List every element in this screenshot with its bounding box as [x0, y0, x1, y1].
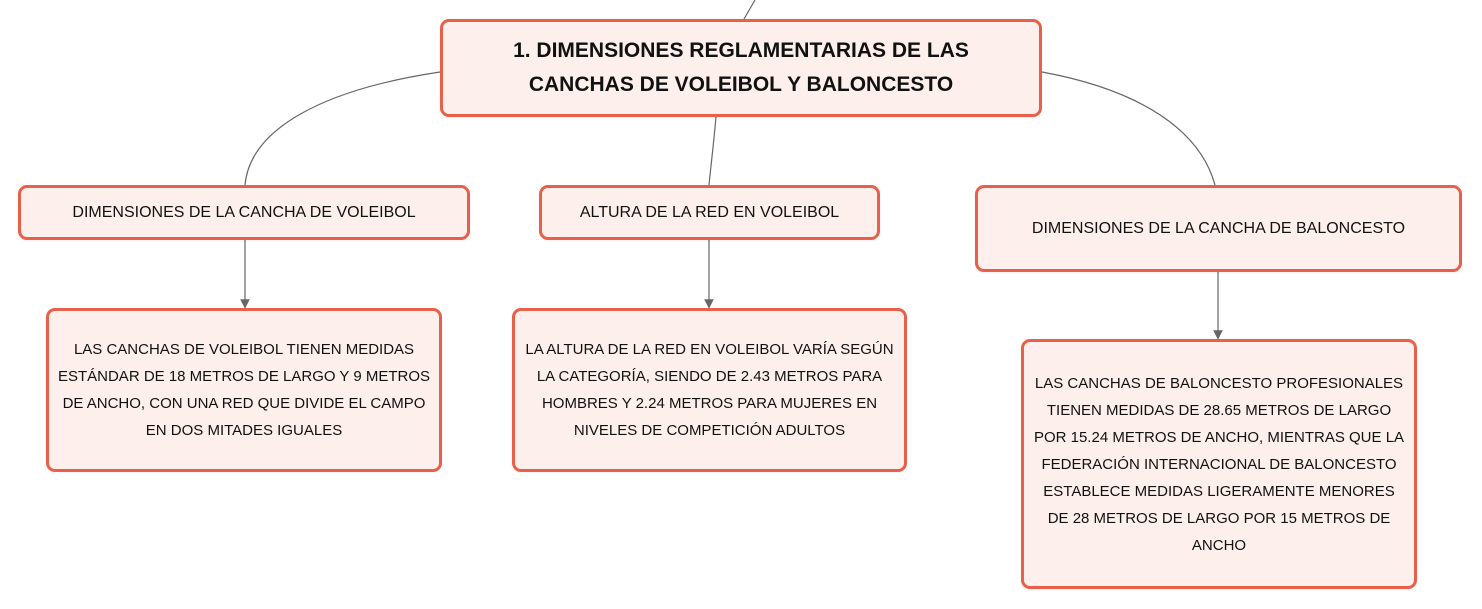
topic-net-height-label: ALTURA DE LA RED EN VOLEIBOL — [579, 203, 840, 221]
detail-net-height[interactable] — [512, 308, 907, 472]
root-topic[interactable] — [440, 19, 1042, 117]
detail-baloncesto-dimensions-text: LAS CANCHAS DE BALONCESTO PROFESIONALES TIENEN MEDIDAS DE 28.65 METROS DE LARGO POR 15.24 METROS DE ANCHO, MIENTRAS QUE LA FEDERACIÓN INTERNACIONAL DE BALONCESTO ESTABLECE MEDIDAS LIGERAMENTE MENORES DE 28 METROS DE LARGO POR 15 METROS DE ANCHO — [1033, 374, 1405, 554]
connector-root-to-baloncesto — [1042, 72, 1215, 185]
detail-net-height-text: LA ALTURA DE LA RED EN VOLEIBOL VARÍA SEGÚN LA CATEGORÍA, SIENDO DE 2.43 METROS PARA HOMBRES Y 2.24 METROS PARA MUJERES EN NIVELES DE COMPETICIÓN ADULTOS — [525, 341, 894, 439]
topic-baloncesto-dimensions[interactable] — [975, 185, 1462, 272]
detail-baloncesto-dimensions[interactable] — [1021, 339, 1417, 589]
topic-net-height[interactable] — [539, 185, 880, 240]
topic-baloncesto-dimensions-label: DIMENSIONES DE LA CANCHA DE BALONCESTO — [1031, 219, 1406, 237]
root-topic-label: 1. DIMENSIONES REGLAMENTARIAS DE LAS CANCHAS DE VOLEIBOL Y BALONCESTO — [513, 39, 969, 96]
connector-root-to-red — [709, 117, 716, 185]
connector-parent-to-root — [744, 0, 755, 19]
detail-voleibol-dimensions[interactable] — [46, 308, 442, 472]
detail-voleibol-dimensions-text: LAS CANCHAS DE VOLEIBOL TIENEN MEDIDAS ESTÁNDAR DE 18 METROS DE LARGO Y 9 METROS DE ANCHO, CON UNA RED QUE DIVIDE EL CAMPO EN DOS MITADES IGUALES — [57, 341, 431, 439]
topic-voleibol-dimensions[interactable] — [18, 185, 470, 240]
topic-voleibol-dimensions-label: DIMENSIONES DE LA CANCHA DE VOLEIBOL — [72, 203, 416, 221]
connector-root-to-voleibol — [245, 72, 440, 185]
